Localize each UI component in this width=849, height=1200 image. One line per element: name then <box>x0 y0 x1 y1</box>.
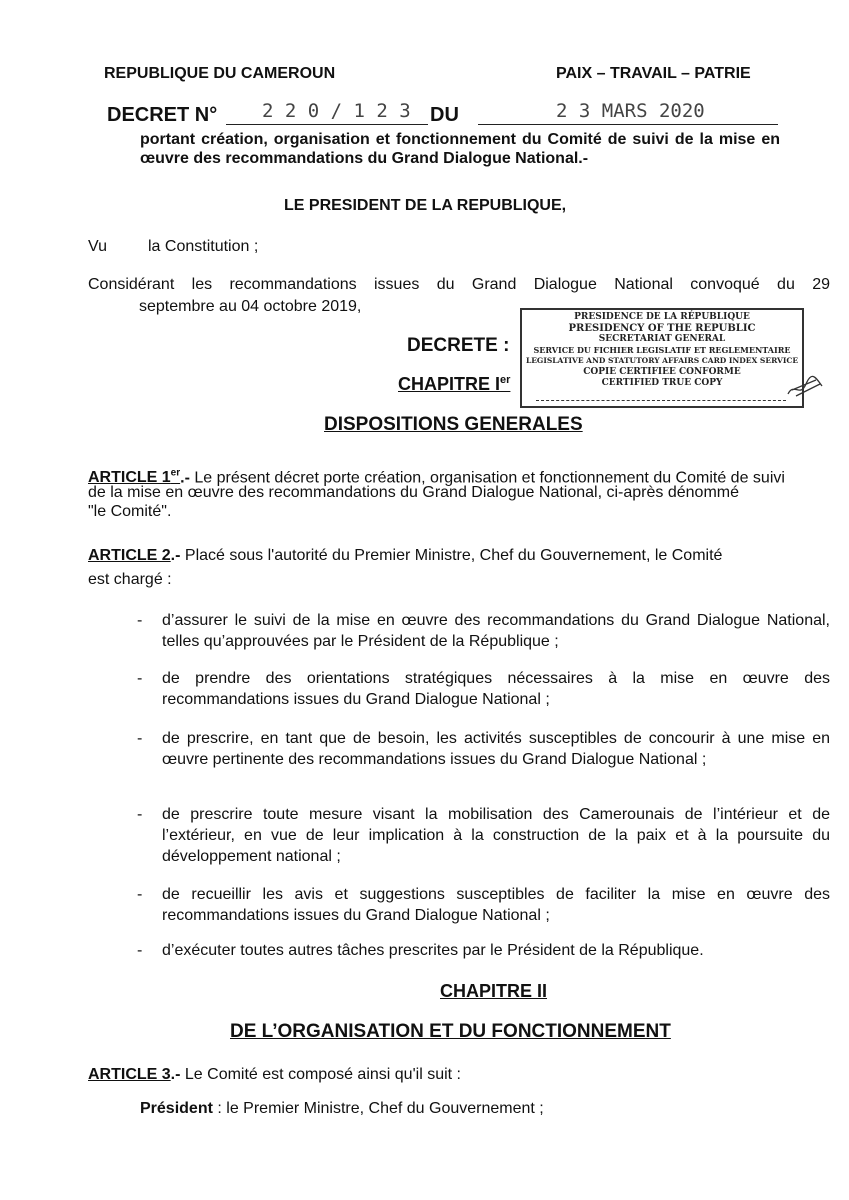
list-item: d’exécuter toutes autres tâches prescrites par le Président de la République. <box>162 942 704 959</box>
considerant-line1: Considérant les recommandations issues du Grand Dialogue National convoqué du 29 <box>88 276 830 293</box>
list-dash: - <box>137 942 143 959</box>
chapter1-title: DISPOSITIONS GENERALES <box>324 414 583 435</box>
article1-label: ARTICLE 1er <box>88 468 181 487</box>
stamp-line5: LEGISLATIVE AND STATUTORY AFFAIRS CARD INDEX SERVICE <box>525 356 799 365</box>
list-dash: - <box>137 670 143 687</box>
signature-scribble-icon <box>786 372 826 402</box>
article3-line1: ARTICLE 3.- Le Comité est composé ainsi qu'il suit : <box>88 1066 461 1083</box>
article3-label: ARTICLE 3 <box>88 1066 171 1083</box>
article2-line1: ARTICLE 2.- Placé sous l'autorité du Premier Ministre, Chef du Gouvernement, le Comité <box>88 547 723 564</box>
decree-date-line <box>478 124 778 125</box>
chapter2-title: DE L’ORGANISATION ET DU FONCTIONNEMENT <box>230 1021 671 1042</box>
stamp-signature-line <box>536 400 786 401</box>
stamp-line7: CERTIFIED TRUE COPY <box>601 378 723 388</box>
stamp-line2: PRESIDENCY OF THE REPUBLIC <box>568 323 756 334</box>
list-dash: - <box>137 886 143 903</box>
decree-subtitle: portant création, organisation et fonctionnement du Comité de suivi de la mise en œuvre des recommandations du Grand Dialogue National.- <box>140 131 780 167</box>
list-item: d’assurer le suivi de la mise en œuvre des recommandations du Grand Dialogue National, telles qu’approuvées par le Président de la République ; <box>162 612 830 650</box>
stamp-line4: SERVICE DU FICHIER LEGISLATIF ET REGLEMENTAIRE <box>533 345 791 355</box>
stamp-line6: COPIE CERTIFIEE CONFORME <box>583 367 741 377</box>
decree-number-label: DECRET N° <box>107 104 218 126</box>
article1-line1: ARTICLE 1er.- Le présent décret porte création, organisation et fonctionnement du Comité de suivi <box>88 468 785 487</box>
stamp-line1: PRESIDENCE DE LA RÉPUBLIQUE <box>574 312 750 322</box>
decrete-heading: DECRETE : <box>407 335 510 356</box>
list-item: de prescrire, en tant que de besoin, les activités susceptibles de concourir à une mise en œuvre pertinente des recommandations issues du Grand Dialogue National ; <box>162 730 830 768</box>
chapter2-label: CHAPITRE II <box>440 981 548 1001</box>
vu-label: Vu <box>88 238 107 255</box>
list-item: de recueillir les avis et suggestions susceptibles de faciliter la mise en œuvre des recommandations issues du Grand Dialogue National ; <box>162 886 830 924</box>
list-dash: - <box>137 806 143 823</box>
decree-date-label: DU <box>430 104 459 126</box>
certification-stamp <box>520 308 804 408</box>
article1-line2: de la mise en œuvre des recommandations du Grand Dialogue National, ci-après dénommé <box>88 484 739 501</box>
header-left: REPUBLIQUE DU CAMEROUN <box>104 65 336 82</box>
article2-line2: est chargé : <box>88 571 172 588</box>
header-right: PAIX – TRAVAIL – PATRIE <box>556 65 751 82</box>
article3-president: Président : le Premier Ministre, Chef du Gouvernement ; <box>140 1100 544 1117</box>
stamp-line3: SECRETARIAT GENERAL <box>598 334 726 344</box>
president-heading: LE PRESIDENT DE LA REPUBLIQUE, <box>284 197 567 214</box>
decree-number-handwritten: 2 2 0 / 1 2 3 <box>262 100 411 122</box>
article1-line3: "le Comité". <box>88 503 172 520</box>
decree-number-line <box>226 124 428 125</box>
considerant-line2: septembre au 04 octobre 2019, <box>139 298 362 315</box>
article2-label: ARTICLE 2 <box>88 547 171 564</box>
vu-text: la Constitution ; <box>148 238 259 255</box>
decree-date-handwritten: 2 3 MARS 2020 <box>556 100 705 122</box>
president-label: Président <box>140 1100 213 1117</box>
list-dash: - <box>137 612 143 629</box>
list-dash: - <box>137 730 143 747</box>
list-item: de prescrire toute mesure visant la mobilisation des Camerounais de l’intérieur et de l’extérieur, en vue de leur implication à la construction de la paix et à la poursuite du développement national ; <box>162 806 830 865</box>
chapter1-label: CHAPITRE Ier <box>398 374 511 394</box>
list-item: de prendre des orientations stratégiques nécessaires à la mise en œuvre des recommandations issues du Grand Dialogue National ; <box>162 670 830 708</box>
